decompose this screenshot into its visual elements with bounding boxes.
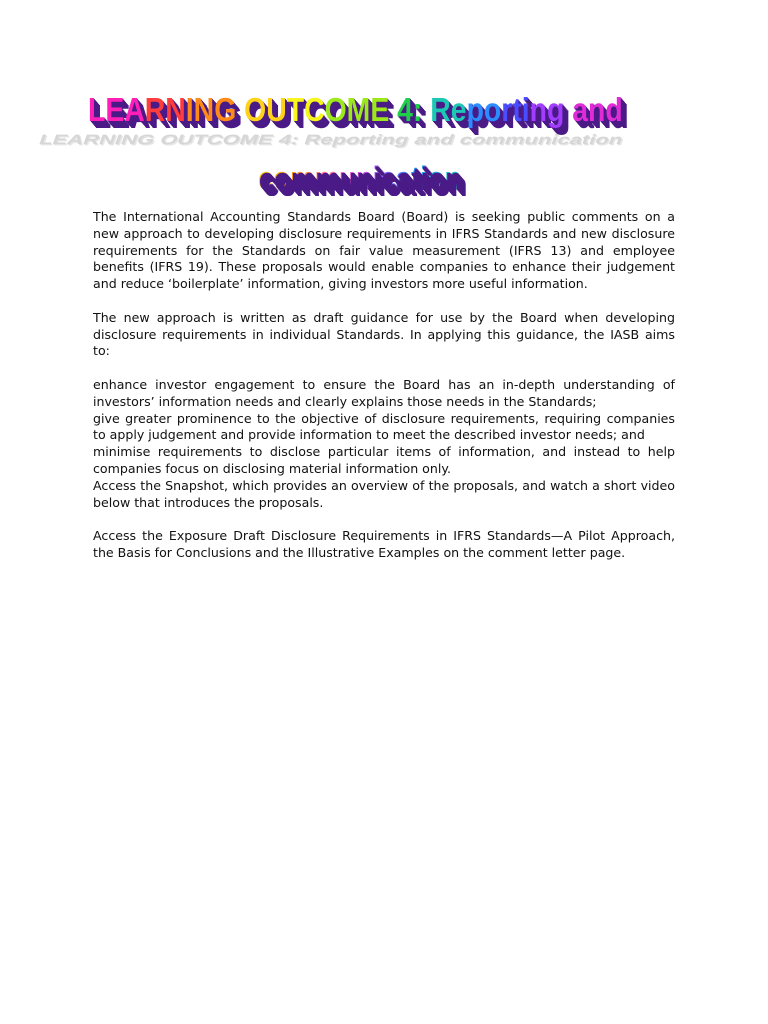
title-letter: A [124, 91, 145, 128]
title-letter: E [370, 91, 390, 128]
title-letter: r [501, 91, 513, 128]
title-letter: t [512, 91, 522, 128]
title-letter: O [324, 91, 347, 128]
title-letter: R [430, 91, 451, 128]
title-letter: o [483, 91, 502, 128]
title-letter: 4 [397, 91, 413, 128]
aim-item: give greater prominence to the objective of disclosure requirements, requiring companies to apply judgement and provide information to meet the described investor needs; and [93, 410, 675, 443]
title-line-1 [88, 92, 623, 128]
title-letter: E [105, 91, 125, 128]
title-letter: p [466, 91, 484, 128]
snapshot-paragraph: Access the Snapshot, which provides an overview of the proposals, and watch a short video below that introduces the proposals. [93, 477, 675, 510]
approach-paragraph: The new approach is written as draft guidance for use by the Board when developing disclosure requirements in individual Standards. In applying this guidance, the IASB aims to: [93, 309, 675, 359]
document-body [93, 209, 675, 562]
title-letter: n [588, 91, 606, 128]
title-letter: n [529, 91, 548, 128]
title-letter: M [346, 91, 371, 128]
title-reflection: LEARNING OUTCOME 4: Reporting and communication [36, 131, 626, 148]
title-letter: I [185, 91, 194, 128]
title-suffix [430, 91, 622, 128]
title-letter: G [214, 91, 237, 128]
intro-paragraph: The International Accounting Standards Board (Board) is seeking public comments on a new approach to developing disclosure requirements in IFRS Standards and new disclosure requirements for the Standards on fair value measurement (IFRS 13) and employee benefits (IFRS 19). These proposals would enable companies to enhance their judgement and reduce ‘boilerplate’ information, giving investors more useful information. [93, 209, 675, 292]
title-letter [236, 91, 244, 128]
title-letter: g [547, 91, 565, 128]
title-letter: N [193, 91, 215, 128]
aim-item: enhance investor engagement to ensure the Board has an in-depth understanding of investors’ information needs and clearly explains those needs in the Standards; [93, 376, 675, 409]
title-letter: N [165, 91, 186, 128]
title-letter: : [412, 91, 423, 128]
title-line-2-text: communication [258, 160, 462, 196]
exposure-draft-paragraph: Access the Exposure Draft Disclosure Requirements in IFRS Standards—A Pilot Approach, the Basis for Conclusions and the Illustrative Examples on the comment letter page. [93, 528, 675, 560]
title-letter: d [605, 91, 623, 128]
title-letter: a [572, 91, 589, 128]
title-letter: e [450, 91, 467, 128]
title-letter [564, 91, 572, 128]
title-prefix [88, 91, 422, 128]
title-letter: L [88, 91, 106, 128]
title-letter: T [286, 91, 305, 128]
paragraph-spacer [93, 360, 675, 377]
title-letter: R [144, 91, 166, 128]
aim-item: minimise requirements to disclose particular items of information, and instead to help companies focus on disclosing material information only. [93, 444, 675, 476]
title-letter: O [244, 91, 267, 128]
paragraph-spacer [93, 293, 675, 310]
title-letter: i [521, 91, 530, 128]
title-letter: C [304, 91, 325, 128]
paragraph-spacer [93, 511, 675, 528]
title-letter: U [266, 91, 287, 128]
wordart-title [0, 88, 768, 200]
title-line-2 [258, 160, 461, 196]
